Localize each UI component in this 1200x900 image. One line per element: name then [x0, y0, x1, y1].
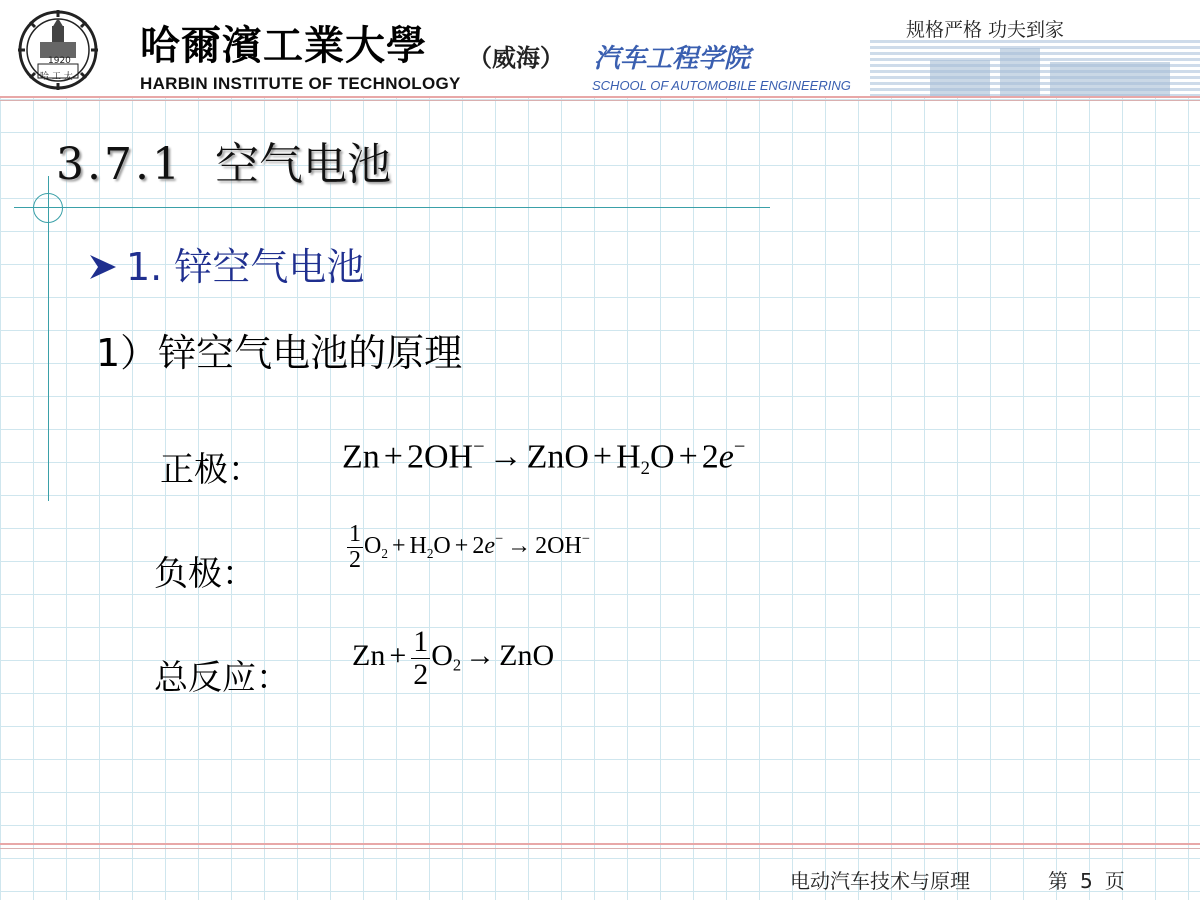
- sub-heading: 1）锌空气电池的原理: [96, 331, 463, 375]
- title-text: 空气电池: [214, 139, 391, 190]
- equation-negative: $\frac{1}{2}$ $O_2 + H_2O + 2e^- \to 2OH^-$: [349, 521, 590, 574]
- bullet-item: [86, 236, 364, 291]
- decorative-vertical-line: [48, 176, 49, 501]
- title-number: 3.7.1: [56, 139, 183, 190]
- equation-label-negative: 负极：: [154, 554, 256, 594]
- page-suffix: 页: [1104, 869, 1125, 893]
- campus-name: （威海）: [468, 44, 564, 72]
- logo-caption: 哈 工 大: [40, 72, 73, 82]
- slide-title: [56, 128, 391, 192]
- page-prefix: 第: [1048, 869, 1068, 893]
- decorative-circle: [33, 193, 63, 223]
- school-name-cn: 哈爾濱工業大學: [140, 22, 427, 69]
- college-name-en: SCHOOL OF AUTOMOBILE ENGINEERING: [592, 78, 851, 93]
- equation-positive: Zn + 2OH− → ZnO + $H_2O + 2e^-$: [342, 436, 746, 479]
- page-indicator: [1048, 865, 1125, 894]
- slide-header: [0, 0, 1200, 98]
- bullet-text: 1. 锌空气电池: [126, 245, 365, 289]
- header-divider-thin: [0, 100, 1200, 101]
- equation-overall: Zn + $\frac{1}{2}$ $O_2$ → ZnO: [352, 625, 555, 691]
- header-divider: [0, 96, 1200, 98]
- course-name: 电动汽车技术与原理: [790, 869, 970, 893]
- logo-year: 1920: [48, 56, 71, 66]
- college-name-cn: 汽车工程学院: [594, 44, 751, 74]
- equation-label-overall: 总反应：: [154, 658, 290, 698]
- school-name-en: HARBIN INSTITUTE OF TECHNOLOGY: [140, 74, 461, 93]
- page-number: 5: [1080, 869, 1093, 893]
- equation-label-positive: 正极：: [160, 450, 262, 490]
- arrow-bullet-icon: [86, 252, 120, 282]
- university-motto: 规格严格 功夫到家: [906, 19, 1065, 41]
- title-underline: [14, 207, 770, 208]
- campus-building-banner: [870, 40, 1200, 98]
- footer-divider: [0, 843, 1200, 845]
- footer-divider-thin: [0, 848, 1200, 849]
